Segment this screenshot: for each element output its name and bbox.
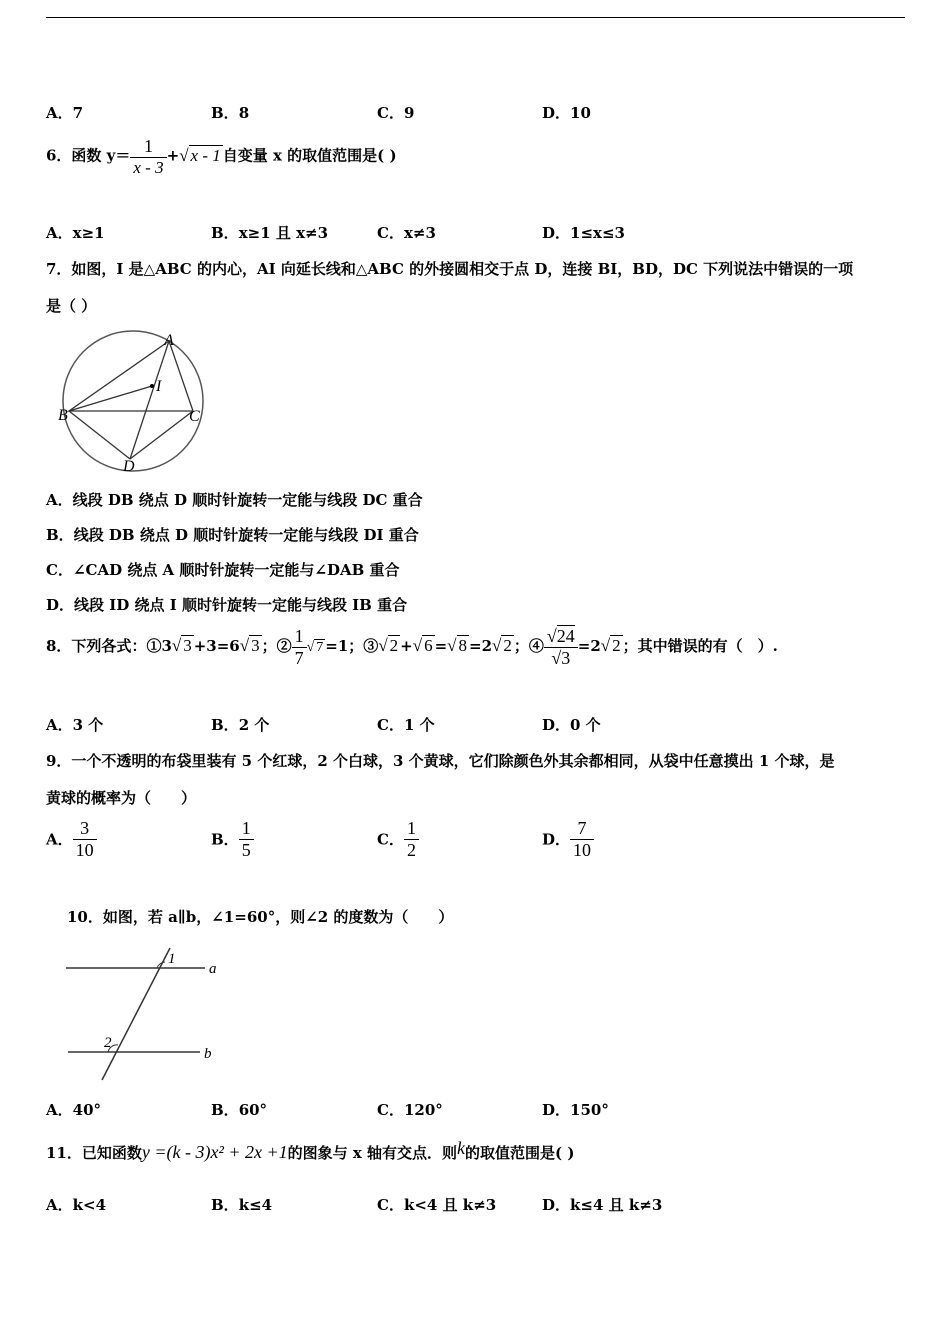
line-dc <box>130 411 193 459</box>
label-a: A <box>164 332 174 349</box>
triangle-abc <box>69 341 193 411</box>
q9-stem-line1: 9．一个不透明的布袋里装有 5 个红球，2 个白球，3 个黄球，它们除颜色外其余都相同，从袋中任意摸出 1 个球，是 <box>46 752 835 770</box>
label-d: D <box>123 458 135 474</box>
q10-option-d: D．150° <box>542 1101 609 1119</box>
q11-k: k <box>457 1138 466 1158</box>
q7-option-c: C．∠CAD 绕点 A 顺时针旋转一定能与∠DAB 重合 <box>46 561 400 579</box>
q8-option-d: D．0 个 <box>542 716 601 734</box>
q10-option-b: B．60° <box>211 1101 268 1119</box>
line-bi <box>69 386 152 411</box>
q10-parallel-figure <box>60 940 230 1086</box>
q11-option-d: D．k≤4 且 k≠3 <box>542 1196 663 1214</box>
q8-option-a: A．3 个 <box>46 716 104 734</box>
q8-fraction-4: $\frac{√24}{√3}$ <box>544 626 578 668</box>
q6-option-a: A．x≥1 <box>46 224 105 242</box>
q7-option-d: D．线段 ID 绕点 I 顺时针旋转一定能与线段 IB 重合 <box>46 596 408 614</box>
q5-option-c: C．9 <box>377 104 415 122</box>
q7-option-b: B．线段 DB 绕点 D 顺时针旋转一定能与线段 DI 重合 <box>46 526 419 544</box>
q9-option-a: A． $\frac{3}{10}$ <box>46 818 97 860</box>
q9-option-b: B． $\frac{1}{5}$ <box>211 818 254 860</box>
label-line-a: a <box>209 961 217 977</box>
q11-option-a: A．k<4 <box>46 1196 107 1214</box>
q7-stem-line1: 7．如图，I 是△ABC 的内心，AI 向延长线和△ABC 的外接圆相交于点 D，连接 BI，BD，DC 下列说法中错误的一项 <box>46 260 854 278</box>
q6-number: 6．函数 y＝ <box>46 146 131 165</box>
line-bd <box>69 411 130 459</box>
q6-stem: 6．函数 y＝ $\frac{1}{x - 3}$ +√ x - 1 自变量 x 的取值范围是( ) <box>46 136 397 177</box>
q9-option-c: C． $\frac{1}{2}$ <box>377 818 419 860</box>
label-angle-2: 2 <box>104 1035 112 1051</box>
q5-option-b: B．8 <box>211 104 250 122</box>
incenter-point <box>150 384 154 388</box>
q11-option-c: C．k<4 且 k≠3 <box>377 1196 497 1214</box>
header-rule <box>46 17 905 18</box>
q6-option-c: C．x≠3 <box>377 224 436 242</box>
q6-suffix: 自变量 x 的取值范围是( ) <box>222 146 397 165</box>
q11-formula: y =(k - 3)x² + 2x +1 <box>141 1142 288 1162</box>
q8-stem: 8．下列各式：①3√ 3 +3=6√ 3 ；② $\frac{1}{7}$ √ 7 =1；③√ 2 +√ 6 =√ 8 =2√ 2 ；④ $\frac{√24}{√3}$ =2√ 2 ；其中错误的有（ ）. <box>46 626 778 668</box>
label-c: C <box>189 408 200 425</box>
label-b: B <box>58 407 68 424</box>
line-ad <box>130 341 169 459</box>
q10-option-c: C．120° <box>377 1101 443 1119</box>
q8-option-b: B．2 个 <box>211 716 270 734</box>
q6-fraction: $\frac{1}{x - 3}$ <box>130 136 166 177</box>
q10-stem: 10．如图，若 a∥b，∠1=60°，则∠2 的度数为（ ） <box>67 908 454 926</box>
q8-fraction-2: $\frac{1}{7}$ <box>292 626 307 668</box>
q9-option-d: D． $\frac{7}{10}$ <box>542 818 594 860</box>
q7-stem-line2: 是（ ） <box>46 297 97 315</box>
q7-option-a: A．线段 DB 绕点 D 顺时针旋转一定能与线段 DC 重合 <box>46 491 423 509</box>
q6-option-d: D．1≤x≤3 <box>542 224 625 242</box>
q5-option-d: D．10 <box>542 104 591 122</box>
q11-option-b: B．k≤4 <box>211 1196 273 1214</box>
q7-circle-figure <box>46 328 216 474</box>
q10-option-a: A．40° <box>46 1101 102 1119</box>
q6-option-b: B．x≥1 且 x≠3 <box>211 224 329 242</box>
q9-stem-line2: 黄球的概率为（ ） <box>46 789 197 807</box>
q6-sqrt: √ x - 1 <box>179 145 221 165</box>
q8-option-c: C．1 个 <box>377 716 435 734</box>
label-i: I <box>156 378 162 395</box>
q5-option-a: A．7 <box>46 104 84 122</box>
q11-stem: 11．已知函数y =(k - 3)x² + 2x +1的图象与 x 轴有交点．则k的取值范围是( ) <box>46 1138 575 1162</box>
label-line-b: b <box>204 1046 212 1062</box>
label-angle-1: 1 <box>168 951 176 967</box>
